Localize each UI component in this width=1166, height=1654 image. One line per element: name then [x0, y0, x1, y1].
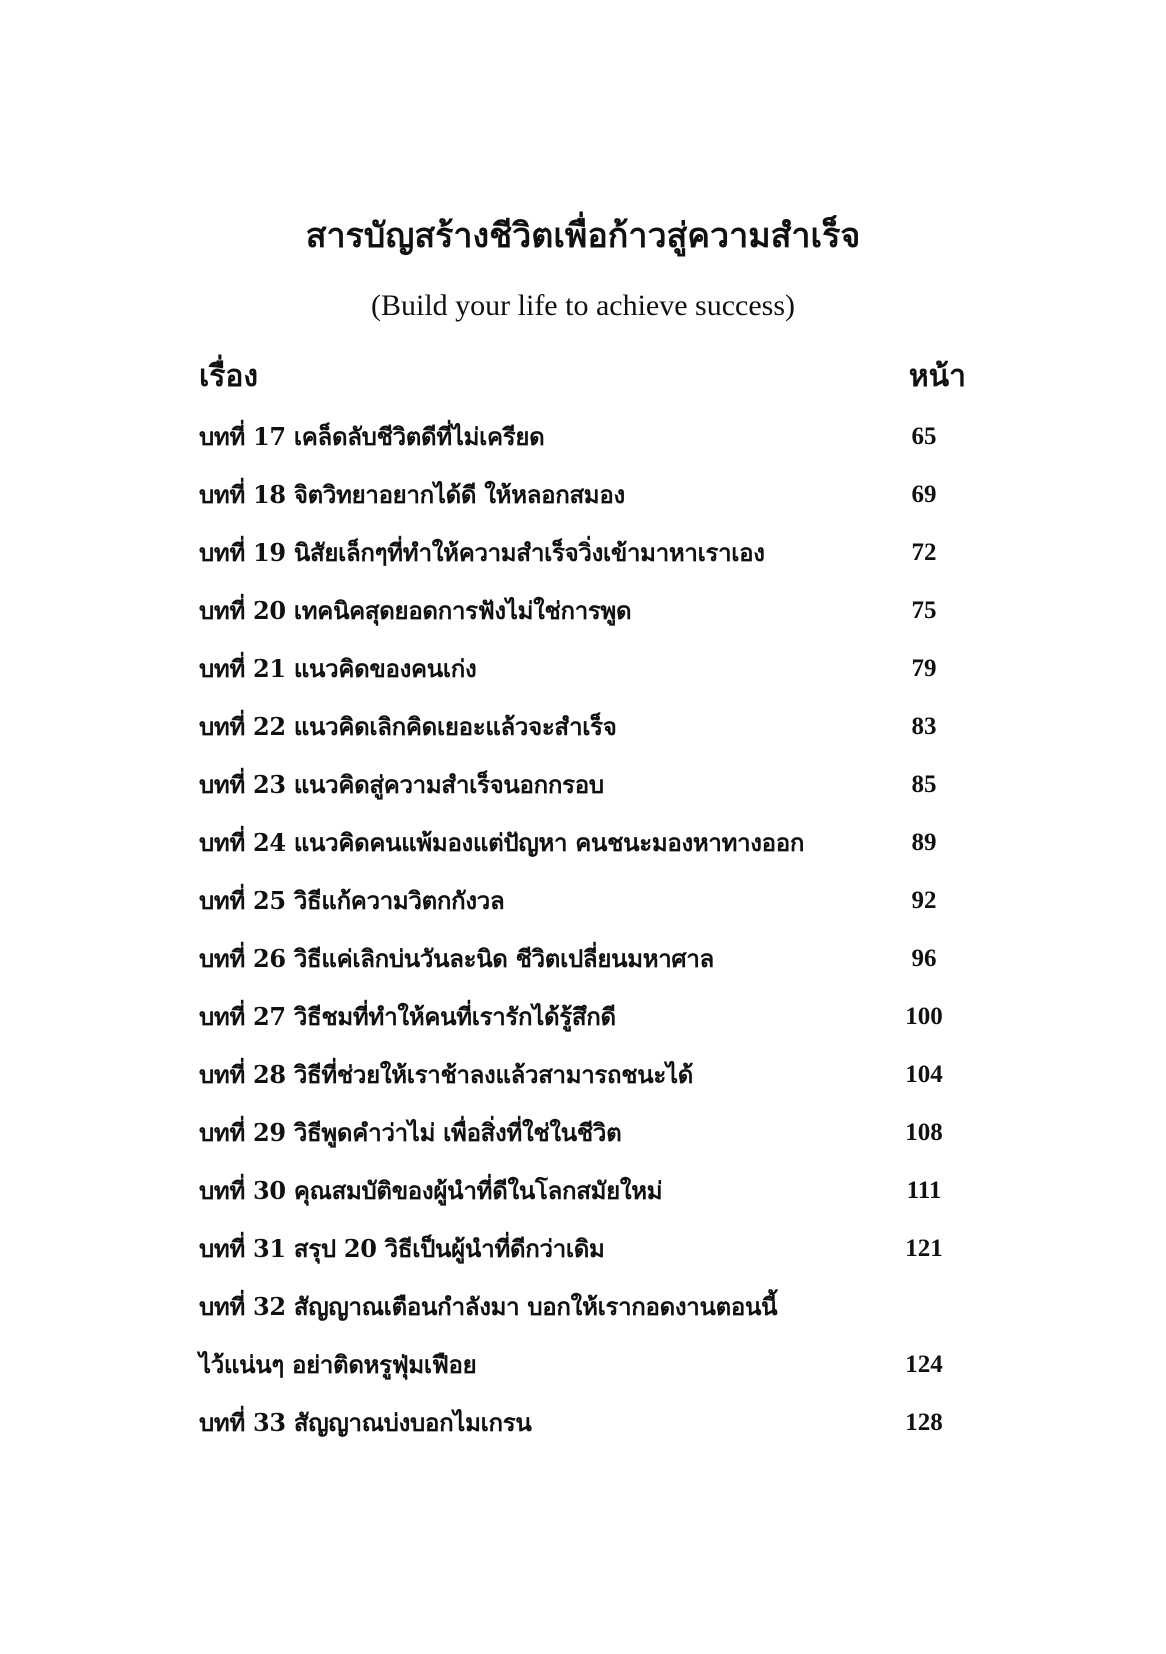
- toc-entry: [199, 1162, 966, 1220]
- table-of-contents: [199, 408, 966, 1452]
- toc-entry-title: บทที่ 20 เทคนิคสุดยอดการฟังไม่ใช่การพูด: [199, 596, 632, 625]
- toc-entry: [199, 814, 966, 872]
- toc-entry: [199, 408, 966, 466]
- toc-entry-title: บทที่ 29 วิธีพูดคำว่าไม่ เพื่อสิ่งที่ใช่ในชีวิต: [199, 1118, 622, 1147]
- toc-entry: [199, 524, 966, 582]
- toc-entry-page-number: 92: [911, 887, 937, 914]
- toc-entry-page-number: 83: [911, 713, 937, 740]
- toc-entry-title: บทที่ 18 จิตวิทยาอยากได้ดี ให้หลอกสมอง: [199, 480, 625, 509]
- toc-entry-title: บทที่ 22 แนวคิดเลิกคิดเยอะแล้วจะสำเร็จ: [199, 712, 617, 741]
- toc-entry: [199, 1104, 966, 1162]
- toc-entry: [199, 1278, 966, 1336]
- toc-entry-title: บทที่ 32 สัญญาณเตือนกำลังมา บอกให้เรากอดงานตอนนี้: [199, 1292, 778, 1321]
- toc-entry-title: บทที่ 23 แนวคิดสู่ความสำเร็จนอกกรอบ: [199, 770, 604, 799]
- toc-entry: [199, 1394, 966, 1452]
- toc-entry: [199, 1336, 966, 1394]
- toc-entry-title: บทที่ 30 คุณสมบัติของผู้นำที่ดีในโลกสมัยใหม่: [199, 1176, 663, 1205]
- toc-entry-page-number: 69: [911, 481, 937, 508]
- toc-entry-page-number: 128: [905, 1409, 943, 1436]
- toc-entry: [199, 466, 966, 524]
- toc-entry: [199, 698, 966, 756]
- toc-entry-title: บทที่ 17 เคล็ดลับชีวิตดีที่ไม่เครียด: [199, 422, 545, 451]
- page-title: สารบัญสร้างชีวิตเพื่อก้าวสู่ความสำเร็จ: [305, 216, 861, 256]
- toc-entry-page-number: 108: [905, 1119, 943, 1146]
- toc-entry-page-number: 96: [911, 945, 937, 972]
- toc-entry-page-number: 79: [911, 655, 937, 682]
- toc-entry-title: บทที่ 24 แนวคิดคนแพ้มองแต่ปัญหา คนชนะมองหาทางออก: [199, 828, 805, 857]
- toc-entry: [199, 930, 966, 988]
- toc-entry-title: บทที่ 31 สรุป 20 วิธีเป็นผู้นำที่ดีกว่าเดิม: [199, 1234, 605, 1263]
- toc-entry-page-number: 104: [905, 1061, 943, 1088]
- toc-header-page: หน้า: [908, 359, 966, 394]
- toc-entry-page-number: 75: [911, 597, 937, 624]
- page-subtitle: (Build your life to achieve success): [370, 289, 796, 322]
- toc-entry: [199, 582, 966, 640]
- toc-entry: [199, 756, 966, 814]
- toc-header: [199, 352, 966, 402]
- toc-entry-page-number: 121: [905, 1235, 943, 1262]
- toc-entry-title: บทที่ 33 สัญญาณบ่งบอกไมเกรน: [199, 1408, 532, 1437]
- toc-entry: [199, 1046, 966, 1104]
- toc-entry-page-number: 100: [905, 1003, 943, 1030]
- toc-entry: [199, 640, 966, 698]
- toc-entry-title: ไว้แน่นๆ อย่าติดหรูฟุ่มเฟือย: [199, 1350, 477, 1379]
- toc-entry-title: บทที่ 21 แนวคิดของคนเก่ง: [199, 654, 477, 683]
- toc-entry-title: บทที่ 19 นิสัยเล็กๆที่ทำให้ความสำเร็จวิ่งเข้ามาหาเราเอง: [199, 538, 765, 567]
- toc-entry-title: บทที่ 25 วิธีแก้ความวิตกกังวล: [199, 886, 505, 915]
- toc-entry: [199, 1220, 966, 1278]
- toc-entry-title: บทที่ 28 วิธีที่ช่วยให้เราช้าลงแล้วสามารถชนะได้: [199, 1060, 693, 1089]
- toc-entry-title: บทที่ 27 วิธีชมที่ทำให้คนที่เรารักได้รู้สึกดี: [199, 1002, 616, 1031]
- toc-entry-page-number: 111: [906, 1177, 942, 1204]
- toc-header-topic: เรื่อง: [199, 359, 259, 394]
- toc-entry-page-number: 124: [905, 1351, 943, 1378]
- toc-entry-page-number: 85: [911, 771, 937, 798]
- toc-entry-title: บทที่ 26 วิธีแค่เลิกบ่นวันละนิด ชีวิตเปลี่ยนมหาศาล: [199, 944, 714, 973]
- toc-entry: [199, 988, 966, 1046]
- toc-entry: [199, 872, 966, 930]
- toc-entry-page-number: 65: [911, 423, 937, 450]
- toc-entry-page-number: 89: [911, 829, 937, 856]
- toc-entry-page-number: 72: [911, 539, 937, 566]
